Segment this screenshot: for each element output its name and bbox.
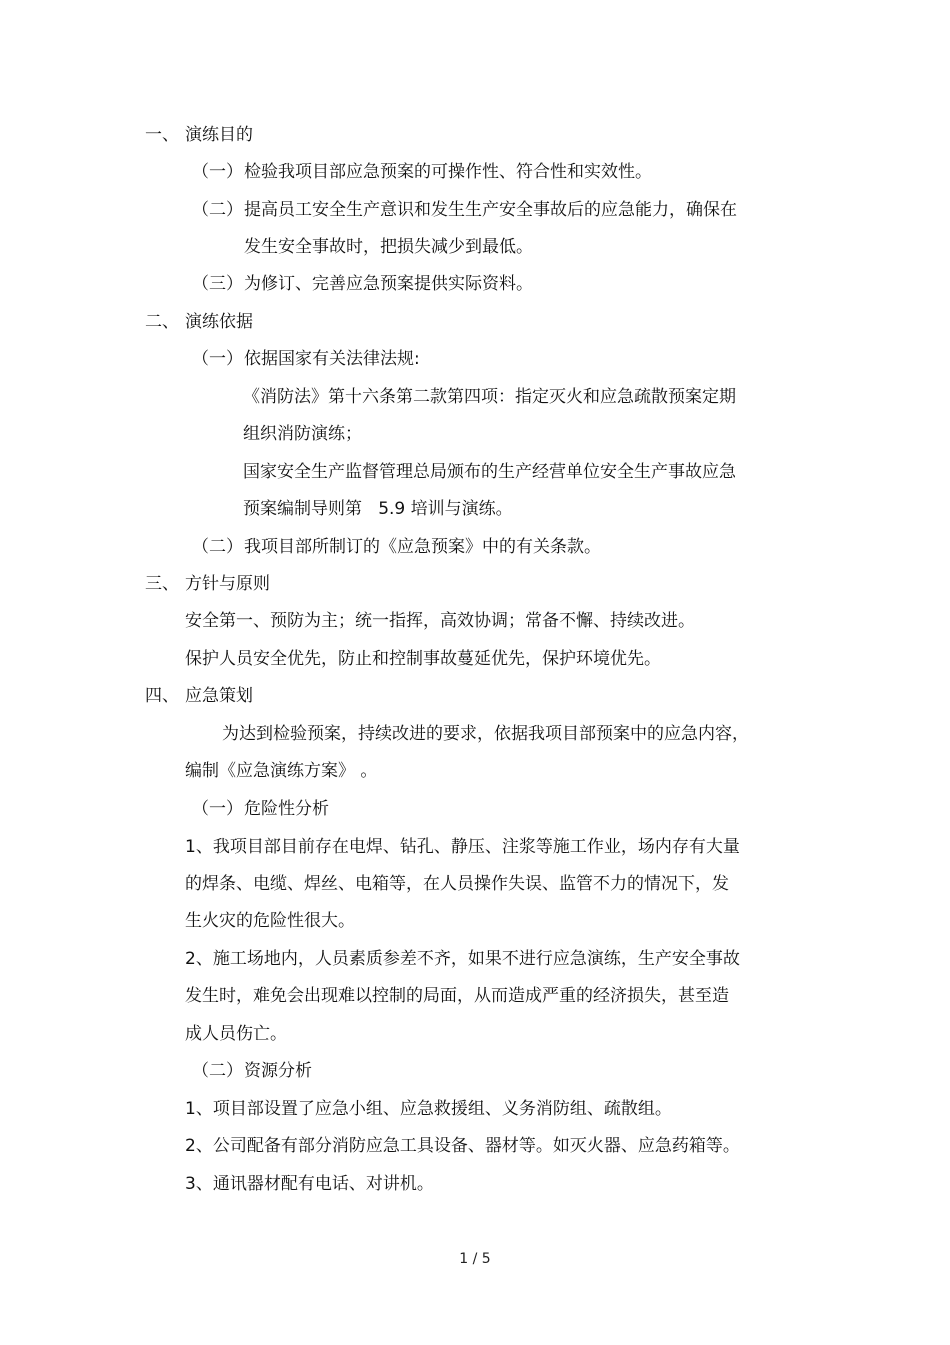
s4-sub1-title: 危险性分析 xyxy=(244,799,329,819)
s4-sub1-line-6: 成人员伤亡。 xyxy=(185,1024,287,1044)
section-1-title: 演练目的 xyxy=(185,125,253,145)
section-4-title: 应急策划 xyxy=(185,686,253,706)
s4-sub1-line-2: 的焊条、电缆、焊丝、电箱等，在人员操作失误、监管不力的情况下，发 xyxy=(185,874,729,894)
s2-item-1-number: （一） xyxy=(192,349,243,369)
s2-law-line-4: 预案编制导则第 5.9 培训与演练。 xyxy=(243,499,513,519)
s1-item-3-text: 为修订、完善应急预案提供实际资料。 xyxy=(244,274,533,294)
section-3-number: 三、 xyxy=(145,574,179,594)
s4-sub1-line-5: 发生时，难免会出现难以控制的局面，从而造成严重的经济损失，甚至造 xyxy=(185,986,729,1006)
s2-law-line-3: 国家安全生产监督管理总局颁布的生产经营单位安全生产事故应急 xyxy=(243,462,736,482)
section-3-title: 方针与原则 xyxy=(185,574,270,594)
s2-item-1-text: 依据国家有关法律法规: xyxy=(244,349,420,369)
s2-law-line-1: 《消防法》第十六条第二款第四项：指定灭火和应急疏散预案定期 xyxy=(243,387,736,407)
section-4-number: 四、 xyxy=(145,686,179,706)
section-2-number: 二、 xyxy=(145,312,179,332)
page-number: 1 / 5 xyxy=(459,1251,491,1267)
s2-item-2-text: 我项目部所制订的《应急预案》中的有关条款。 xyxy=(244,537,601,557)
s1-item-1-text: 检验我项目部应急预案的可操作性、符合性和实效性。 xyxy=(244,162,652,182)
section-1-number: 一、 xyxy=(145,125,179,145)
s3-line-1: 安全第一、预防为主；统一指挥，高效协调；常备不懈、持续改进。 xyxy=(185,611,695,631)
s1-item-2-text: 提高员工安全生产意识和发生生产安全事故后的应急能力，确保在 xyxy=(244,200,737,220)
s1-item-3-number: （三） xyxy=(192,274,243,294)
s4-sub1-number: （一） xyxy=(192,799,243,819)
s4-intro-line-1: 为达到检验预案，持续改进的要求，依据我项目部预案中的应急内容， xyxy=(222,724,749,744)
section-2-title: 演练依据 xyxy=(185,312,253,332)
s4-sub1-line-1: 1、我项目部目前存在电焊、钻孔、静压、注浆等施工作业，场内存有大量 xyxy=(185,837,740,857)
s4-intro-line-2: 编制《应急演练方案》 。 xyxy=(185,761,378,781)
s4-sub2-line-1: 1、项目部设置了应急小组、应急救援组、义务消防组、疏散组。 xyxy=(185,1099,672,1119)
s3-line-2: 保护人员安全优先，防止和控制事故蔓延优先，保护环境优先。 xyxy=(185,649,661,669)
s4-sub1-line-4: 2、施工场地内，人员素质参差不齐，如果不进行应急演练，生产安全事故 xyxy=(185,949,740,969)
s1-item-2-continuation: 发生安全事故时，把损失减少到最低。 xyxy=(244,237,533,257)
s4-sub2-number: （二） xyxy=(192,1061,243,1081)
s2-law-line-2: 组织消防演练； xyxy=(243,424,362,444)
s4-sub2-title: 资源分析 xyxy=(244,1061,312,1081)
s4-sub1-line-3: 生火灾的危险性很大。 xyxy=(185,911,355,931)
s2-item-2-number: （二） xyxy=(192,537,243,557)
s1-item-1-number: （一） xyxy=(192,162,243,182)
s1-item-2-number: （二） xyxy=(192,200,243,220)
s4-sub2-line-2: 2、公司配备有部分消防应急工具设备、器材等。如灭火器、应急药箱等。 xyxy=(185,1136,740,1156)
s4-sub2-line-3: 3、通讯器材配有电话、对讲机。 xyxy=(185,1174,434,1194)
